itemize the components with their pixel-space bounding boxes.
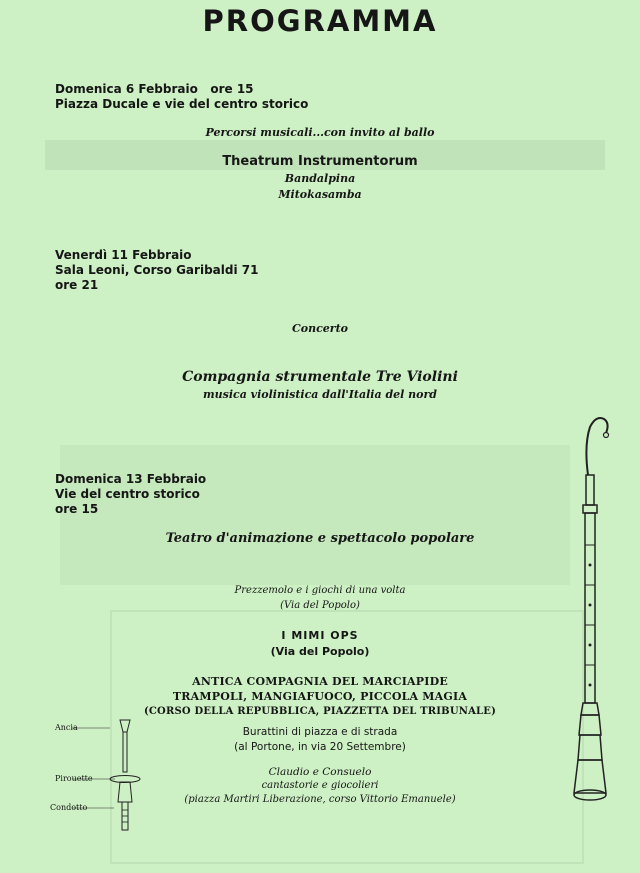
- event-3-header: [55, 472, 206, 517]
- diagram-label: Condotto: [50, 803, 88, 812]
- event-1-place: Piazza Ducale e vie del centro storico: [55, 97, 309, 111]
- event-3-place: Vie del centro storico: [55, 487, 200, 501]
- event-2-subtitle: Concerto: [292, 322, 348, 335]
- diagram-label: Pirouette: [55, 774, 93, 783]
- act-name: I MIMI OPS: [281, 629, 359, 642]
- act-name: Burattini di piazza e di strada: [242, 726, 398, 738]
- event-2-header: [55, 248, 258, 293]
- act-location: (Via del Popolo): [280, 600, 360, 611]
- event-2-place: Sala Leoni, Corso Garibaldi 71: [55, 263, 259, 277]
- act-location: (Via del Popolo): [270, 645, 370, 658]
- event-1-performer: Theatrum Instrumentorum: [222, 154, 418, 169]
- event-2-performer: Compagnia strumentale Tre Violini: [182, 369, 458, 385]
- event-1-item: Bandalpina: [284, 172, 356, 185]
- event-1-item: Mitokasamba: [278, 188, 362, 201]
- act-line: ANTICA COMPAGNIA DEL MARCIAPIDE: [192, 675, 448, 688]
- act-name: Claudio e Consuelo: [268, 766, 372, 778]
- bagpipe-chanter-illustration: [566, 415, 616, 805]
- event-1-header: [55, 82, 308, 112]
- act-line: (CORSO DELLA REPUBBLICA, PIAZZETTA DEL TRIBUNALE): [143, 706, 497, 717]
- act-location: (piazza Martiri Liberazione, corso Vittorio Emanuele): [184, 794, 456, 805]
- event-2-date: Venerdì 11 Febbraio: [55, 248, 192, 262]
- event-2-time: ore 21: [55, 278, 99, 292]
- diagram-label: Ancia: [55, 723, 78, 732]
- event-3-time: ore 15: [55, 502, 99, 516]
- event-3-date: Domenica 13 Febbraio: [55, 472, 207, 486]
- page-title: PROGRAMMA: [202, 4, 438, 38]
- event-1-subtitle: Percorsi musicali...con invito al ballo: [205, 126, 435, 139]
- act-name: Prezzemolo e i giochi di una volta: [234, 585, 406, 596]
- event-1-date: Domenica 6 Febbraio ore 15: [55, 82, 254, 96]
- act-location: (al Portone, in via 20 Settembre): [234, 741, 406, 753]
- act-line: TRAMPOLI, MANGIAFUOCO, PICCOLA MAGIA: [172, 690, 468, 703]
- event-3-subtitle: Teatro d'animazione e spettacolo popolare: [165, 531, 475, 546]
- act-role: cantastorie e giocolieri: [261, 780, 379, 791]
- event-2-description: musica violinistica dall'Italia del nord: [203, 388, 437, 401]
